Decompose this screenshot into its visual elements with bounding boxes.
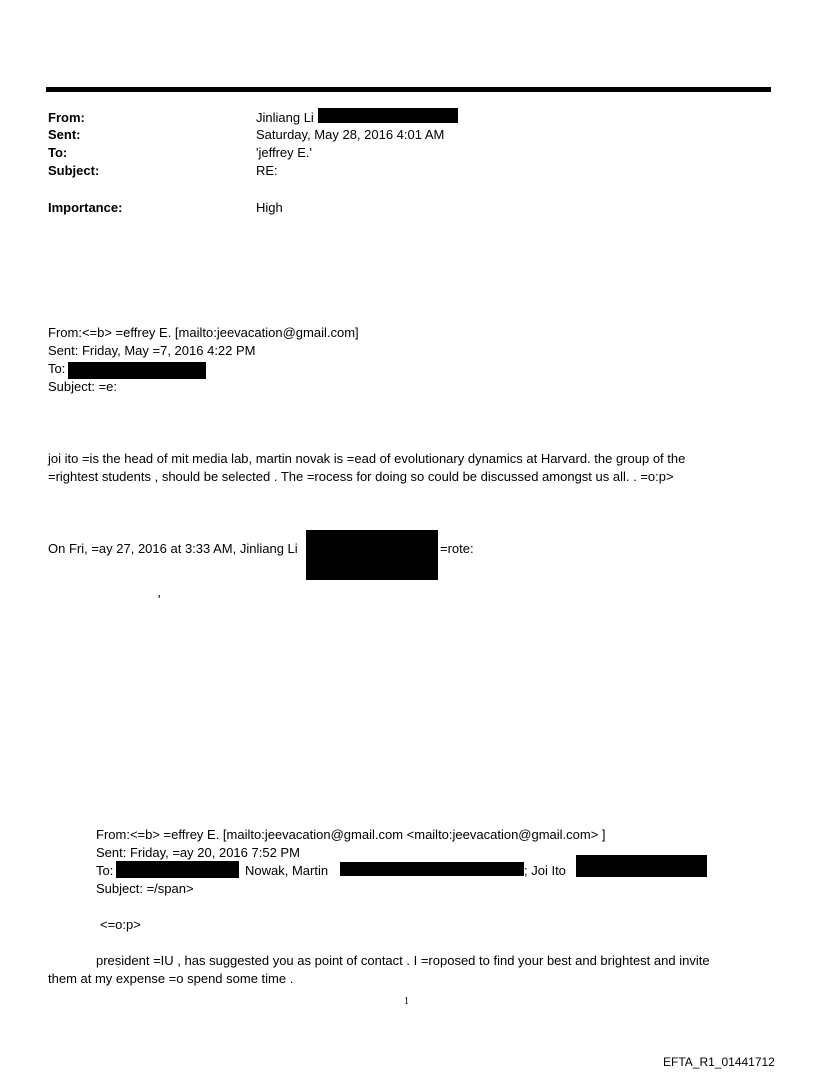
stray-mark: ' [158,592,161,607]
importance-value: High [256,200,283,215]
body2-line2: them at my expense =o spend some time . [48,971,294,986]
quote2-op: <=o:p> [100,917,141,932]
from-label: From: [48,110,85,125]
quote2-to-nowak: Nowak, Martin [245,863,329,878]
body2-line1: president =IU , has suggested you as point of contact . I =roposed to find your best and brightest and invite [96,953,710,968]
sent-label: Sent: [48,127,81,142]
quote2-to-label: To: [96,863,114,878]
subject-value: RE: [256,163,278,178]
body1-line1: joi ito =is the head of mit media lab, martin novak is =ead of evolutionary dynamics at Harvard. the group of the [48,451,686,466]
quote2-to-joi: ; Joi Ito [524,863,566,878]
to-label: To: [48,145,68,160]
quote2-subject: Subject: =/span> [96,881,194,896]
redaction-quote2-to [116,861,239,878]
sent-value: Saturday, May 28, 2016 4:01 AM [256,127,445,142]
subject-label: Subject: [48,163,100,178]
redaction-quote2-joi-email [576,855,707,877]
body1-line2: =rightest students , should be selected . The =rocess for doing so could be discussed amongst us all. . =o:p> [48,469,674,484]
quote1-to: To: [48,361,66,376]
quote2-from: From:<=b> =effrey E. [mailto:jeevacation@gmail.com <mailto:jeevacation@gmail.com> ] [96,827,606,842]
on-wrote-prefix: On Fri, =ay 27, 2016 at 3:33 AM, Jinliang Li [48,541,298,556]
to-value: 'jeffrey E.' [256,145,313,160]
quote1-from: From:<=b> =effrey E. [mailto:jeevacation@gmail.com] [48,325,359,340]
importance-label: Importance: [48,200,123,215]
page-number: 1 [404,996,409,1007]
quote1-subject: Subject: =e: [48,379,118,394]
redaction-from-email [318,108,458,123]
quote1-sent: Sent: Friday, May =7, 2016 4:22 PM [48,343,256,358]
quote2-sent: Sent: Friday, =ay 20, 2016 7:52 PM [96,845,300,860]
from-value: Jinliang Li [256,110,314,125]
header-rule [46,87,771,92]
redaction-quote2-nowak-email [340,862,524,876]
on-wrote-suffix: =rote: [440,541,474,556]
bates-number: EFTA_R1_01441712 [663,1055,775,1069]
redaction-quote1-to [68,362,206,379]
redaction-on-wrote-email [306,530,438,580]
